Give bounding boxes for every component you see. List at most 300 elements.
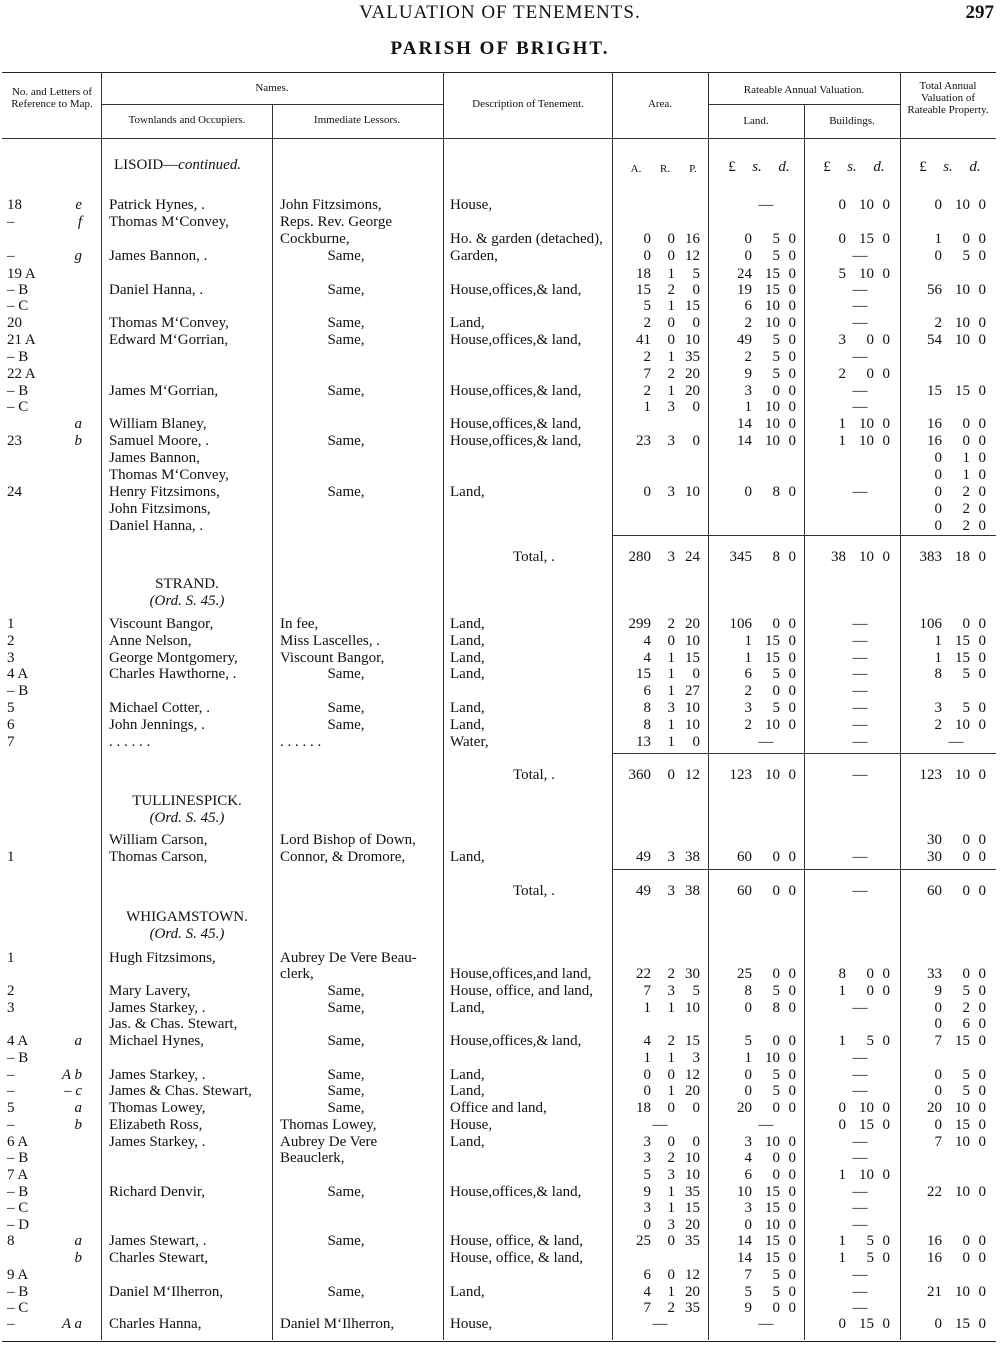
occupier-name: Michael Hynes,: [109, 1033, 204, 1049]
buildings-value: —: [852, 1267, 868, 1283]
section-total-land-pence: 0: [788, 549, 796, 565]
area-value-acres: 299: [628, 616, 651, 632]
land-value-pence: 0: [788, 1083, 796, 1099]
area-value-acres: 49: [636, 849, 651, 865]
section-total-area-perches: 38: [685, 883, 700, 899]
buildings-value: —: [852, 1083, 868, 1099]
buildings-value: —: [852, 1067, 868, 1083]
area-value-roods: 0: [667, 1134, 675, 1150]
area-value-acres: 0: [643, 1217, 651, 1233]
land-value-pounds: 0: [744, 1067, 752, 1083]
land-value-pence: 0: [788, 1250, 796, 1266]
ref-number: 9 A: [7, 1267, 29, 1283]
land-value-pounds: 106: [729, 616, 752, 632]
land-value-pounds: 8: [744, 983, 752, 999]
page-header-title: VALUATION OF TENEMENTS.: [359, 2, 641, 23]
occupier-name: Daniel Hanna, .: [109, 282, 204, 298]
area-value-roods: 2: [667, 1033, 675, 1049]
ref-number: 4 A: [7, 666, 29, 682]
total-value-pence: 0: [978, 1284, 986, 1300]
occupier-name: Charles Hawthorne, .: [109, 666, 237, 682]
occupier-name: James & Chas. Stewart,: [109, 1083, 252, 1099]
area-value-roods: 3: [667, 849, 675, 865]
buildings-value-shillings: 15: [859, 1316, 874, 1332]
total-value-pence: 0: [978, 717, 986, 733]
buildings-value-pence: 0: [882, 983, 890, 999]
area-value-roods: 3: [667, 983, 675, 999]
land-value-pence: 0: [788, 1200, 796, 1216]
section-total-value-shillings: 10: [955, 767, 970, 783]
area-value-perches: 0: [692, 1134, 700, 1150]
buildings-value-pounds: 0: [838, 1316, 846, 1332]
column-rule-lessors: [272, 104, 273, 1340]
occupier-name: . . . . . .: [109, 734, 151, 750]
buildings-value-pence: 0: [882, 366, 890, 382]
total-value-pounds: 16: [927, 433, 942, 449]
occupier-name: Thomas Carson,: [109, 849, 208, 865]
land-value-pence: 0: [788, 1284, 796, 1300]
land-value-pounds: 2: [744, 683, 752, 699]
lessor-name: Thomas Lowey,: [280, 1117, 377, 1133]
area-value-acres: 15: [636, 666, 651, 682]
land-value-pence: 0: [788, 231, 796, 247]
total-value-shillings: 1: [962, 450, 970, 466]
area-value-perches: 5: [692, 266, 700, 282]
section-total-area-acres: 280: [628, 549, 651, 565]
section-total-land-pence: 0: [788, 883, 796, 899]
col-header-ref: No. and Letters of Reference to Map.: [11, 86, 93, 110]
total-value-shillings: 0: [962, 966, 970, 982]
land-value-pence: 0: [788, 666, 796, 682]
land-value-pence: 0: [788, 1067, 796, 1083]
tenement-description: Land,: [450, 1134, 485, 1150]
land-value-pounds: 14: [737, 416, 752, 432]
land-value: —: [758, 734, 774, 750]
buildings-value-pence: 0: [882, 1250, 890, 1266]
land-value-pounds: 9: [744, 1300, 752, 1316]
total-value-pounds: 54: [927, 332, 942, 348]
land-value-pence: 0: [788, 717, 796, 733]
total-value-pence: 0: [978, 433, 986, 449]
area-value-acres: 7: [643, 983, 651, 999]
occupier-name: Henry Fitzsimons,: [109, 484, 220, 500]
total-value-pounds: 0: [934, 1000, 942, 1016]
land-value-shillings: 15: [765, 1250, 780, 1266]
tenement-description: House,offices,& land,: [450, 1033, 582, 1049]
ref-sub-letter: b: [74, 433, 82, 449]
buildings-unit-shilling: s.: [847, 159, 857, 175]
buildings-value: —: [852, 282, 868, 298]
land-value-pounds: 3: [744, 1134, 752, 1150]
ref-number: – C: [7, 1300, 29, 1316]
column-rule-1: [443, 72, 444, 1340]
total-value-shillings: 5: [962, 666, 970, 682]
occupier-name: Daniel Hanna, .: [109, 518, 204, 534]
total-value-pence: 0: [978, 700, 986, 716]
occupier-name: John Fitzsimons,: [109, 501, 211, 517]
area-value-roods: 1: [667, 1083, 675, 1099]
buildings-value: —: [852, 1300, 868, 1316]
land-value-shillings: 15: [765, 1233, 780, 1249]
ref-number: –: [7, 1067, 15, 1083]
column-rule-buildings: [804, 104, 805, 1340]
tenement-description: House,: [450, 197, 493, 213]
ref-number: – B: [7, 383, 29, 399]
ref-sub-letter: b: [74, 1117, 82, 1133]
lessor-name: Same,: [327, 983, 365, 999]
tenement-description: Land,: [450, 1284, 485, 1300]
ref-sub-letter: g: [74, 248, 82, 264]
buildings-value-shillings: 0: [866, 366, 874, 382]
col-header-rateable: Rateable Annual Valuation.: [743, 84, 865, 96]
area-value-perches: 35: [685, 1184, 700, 1200]
land-value-pence: 0: [788, 983, 796, 999]
total-value-pence: 0: [978, 1033, 986, 1049]
land-value-shillings: 5: [772, 366, 780, 382]
area-value-perches: 12: [685, 1067, 700, 1083]
buildings-value-pence: 0: [882, 231, 890, 247]
lessor-name: Aubrey De Vere Beau-: [280, 950, 417, 966]
total-unit-pound: £: [919, 159, 927, 175]
land-value-shillings: 15: [765, 282, 780, 298]
lessor-name: Same,: [327, 1233, 365, 1249]
lessor-name: Same,: [327, 717, 365, 733]
total-value-pence: 0: [978, 1016, 986, 1032]
area-value-perches: 15: [685, 1033, 700, 1049]
ordnance-sheet: (Ord. S. 45.): [149, 810, 225, 826]
total-value-shillings: 6: [962, 1016, 970, 1032]
area-value-perches: 35: [685, 349, 700, 365]
total-value-shillings: 0: [962, 1233, 970, 1249]
section-total-value-pounds: 123: [919, 767, 942, 783]
area-value-roods: 2: [667, 1150, 675, 1166]
land-value: —: [758, 197, 774, 213]
buildings-value-pence: 0: [882, 1117, 890, 1133]
area-value-acres: 1: [643, 1050, 651, 1066]
area-value-perches: 0: [692, 315, 700, 331]
land-value-pounds: 3: [744, 1200, 752, 1216]
land-value-shillings: 15: [765, 1200, 780, 1216]
buildings-value-pounds: 0: [838, 197, 846, 213]
total-value-shillings: 0: [962, 416, 970, 432]
col-header-area: Area.: [647, 98, 673, 110]
occupier-name: James M‘Gorrian,: [109, 383, 219, 399]
land-value-pence: 0: [788, 383, 796, 399]
buildings-value: —: [852, 1150, 868, 1166]
occupier-name: Thomas M‘Convey,: [109, 315, 229, 331]
total-value-pounds: 106: [919, 616, 942, 632]
section-total-value-pence: 0: [978, 883, 986, 899]
area-value-perches: 10: [685, 1000, 700, 1016]
column-rule-2: [612, 72, 613, 1340]
land-value-shillings: 0: [772, 966, 780, 982]
occupier-name: James Starkey, .: [109, 1000, 206, 1016]
area-value-acres: 7: [643, 1300, 651, 1316]
area-value-roods: 0: [667, 1233, 675, 1249]
total-value-pence: 0: [978, 1233, 986, 1249]
ref-number: –: [7, 248, 15, 264]
buildings-value: —: [852, 399, 868, 415]
tenement-description: House, office, & land,: [450, 1233, 584, 1249]
buildings-value: —: [852, 683, 868, 699]
section-total-buildings-shillings: 10: [859, 549, 874, 565]
land-value-pence: 0: [788, 1167, 796, 1183]
total-value-shillings: 2: [962, 501, 970, 517]
area-value-roods: 1: [667, 1000, 675, 1016]
land-value-pence: 0: [788, 683, 796, 699]
area-value-roods: 1: [667, 650, 675, 666]
land-value-pounds: 49: [737, 332, 752, 348]
lessor-name: Same,: [327, 1067, 365, 1083]
area-value-acres: 23: [636, 433, 651, 449]
total-value-shillings: 5: [962, 700, 970, 716]
land-value-pounds: 19: [737, 282, 752, 298]
townland-name: WHIGAMSTOWN.: [126, 909, 248, 925]
buildings-value-shillings: 5: [866, 1033, 874, 1049]
buildings-value: —: [852, 1134, 868, 1150]
land-value: —: [758, 1117, 774, 1133]
area-unit-r: R.: [659, 163, 671, 175]
total-value-shillings: 0: [962, 849, 970, 865]
ref-number: 6: [7, 717, 15, 733]
occupier-name: Anne Nelson,: [109, 633, 192, 649]
tenement-description: House,: [450, 1316, 493, 1332]
land-value-pence: 0: [788, 633, 796, 649]
area-value-perches: 10: [685, 484, 700, 500]
section-total-area-roods: 0: [667, 767, 675, 783]
total-value-pence: 0: [978, 1117, 986, 1133]
total-value-pounds: 2: [934, 315, 942, 331]
total-value-pounds: 1: [934, 231, 942, 247]
buildings-value-shillings: 15: [859, 1117, 874, 1133]
area-value-roods: 1: [667, 734, 675, 750]
ref-number: – B: [7, 1184, 29, 1200]
area-value-acres: 9: [643, 1184, 651, 1200]
total-value-pounds: 21: [927, 1284, 942, 1300]
ref-sub-letter: b: [74, 1250, 82, 1266]
section-total-label: Total, .: [513, 767, 555, 783]
area-value-roods: 1: [667, 266, 675, 282]
area-value-acres: 0: [643, 231, 651, 247]
total-value-shillings: 10: [955, 1134, 970, 1150]
land-value-shillings: 8: [772, 484, 780, 500]
land-value-pence: 0: [788, 1300, 796, 1316]
area-value-perches: 12: [685, 1267, 700, 1283]
area-value-perches: 0: [692, 734, 700, 750]
section-total-land-shillings: 0: [772, 883, 780, 899]
buildings-unit-pound: £: [823, 159, 831, 175]
occupier-name: William Carson,: [109, 832, 208, 848]
area-value-acres: 4: [643, 633, 651, 649]
total-value-pounds: 0: [934, 1316, 942, 1332]
occupier-name: Edward M‘Gorrian,: [109, 332, 229, 348]
total-value-pounds: 0: [934, 1083, 942, 1099]
buildings-value: —: [852, 298, 868, 314]
buildings-value-pounds: 1: [838, 1033, 846, 1049]
land-value-pence: 0: [788, 366, 796, 382]
total-value-pence: 0: [978, 1316, 986, 1332]
total-value-shillings: 15: [955, 633, 970, 649]
land-value-shillings: 15: [765, 633, 780, 649]
land-value-shillings: 0: [772, 1033, 780, 1049]
land-value-pounds: 6: [744, 298, 752, 314]
lessor-name: Daniel M‘Ilherron,: [280, 1316, 395, 1332]
total-value-shillings: 0: [962, 1250, 970, 1266]
land-value-shillings: 0: [772, 683, 780, 699]
area-value-roods: 2: [667, 366, 675, 382]
section-total-land-pounds: 123: [729, 767, 752, 783]
land-value-shillings: 10: [765, 433, 780, 449]
area-value-acres: 5: [643, 1167, 651, 1183]
lessor-name: Same,: [327, 700, 365, 716]
total-value-pence: 0: [978, 966, 986, 982]
ref-number: 18: [7, 197, 22, 213]
area-value-acres: 6: [643, 683, 651, 699]
tenement-description: Land,: [450, 666, 485, 682]
area-value-roods: 0: [667, 248, 675, 264]
total-value-pence: 0: [978, 832, 986, 848]
area-value-roods: 2: [667, 1300, 675, 1316]
total-value-pounds: 8: [934, 666, 942, 682]
land-value-shillings: 10: [765, 1217, 780, 1233]
ref-number: – B: [7, 1150, 29, 1166]
column-rule-4: [900, 72, 901, 1340]
ref-sub-letter: a: [74, 416, 82, 432]
ref-sub-letter: a: [74, 1033, 82, 1049]
total-value-pounds: 20: [927, 1100, 942, 1116]
land-value-shillings: 0: [772, 1100, 780, 1116]
lessor-name: Same,: [327, 484, 365, 500]
ref-number: 7: [7, 734, 15, 750]
lessor-name: clerk,: [280, 966, 314, 982]
tenement-description: Land,: [450, 849, 485, 865]
section-total-value-shillings: 0: [962, 883, 970, 899]
buildings-value-pounds: 5: [838, 266, 846, 282]
section-total-buildings-pounds: 38: [831, 549, 846, 565]
area-value-perches: 15: [685, 298, 700, 314]
total-value-shillings: 10: [955, 332, 970, 348]
land-value-pounds: 14: [737, 1250, 752, 1266]
section-total-land-shillings: 8: [772, 549, 780, 565]
area-value-perches: 0: [692, 1100, 700, 1116]
area-value-perches: 20: [685, 383, 700, 399]
section-total-value-pence: 0: [978, 549, 986, 565]
area-value-roods: 1: [667, 1050, 675, 1066]
lessor-name: Lord Bishop of Down,: [280, 832, 416, 848]
land-value-pounds: 3: [744, 383, 752, 399]
land-value-pence: 0: [788, 1000, 796, 1016]
land-unit-pound: £: [728, 159, 736, 175]
buildings-value: —: [852, 849, 868, 865]
area-value-acres: 15: [636, 282, 651, 298]
ref-number: – D: [7, 1217, 30, 1233]
total-value-pence: 0: [978, 616, 986, 632]
land-value-pence: 0: [788, 1184, 796, 1200]
lessor-name: Same,: [327, 248, 365, 264]
land-value-pence: 0: [788, 315, 796, 331]
tenement-description: Land,: [450, 1083, 485, 1099]
occupier-name: James Stewart, .: [109, 1233, 207, 1249]
total-value-shillings: 5: [962, 1067, 970, 1083]
buildings-value-pence: 0: [882, 1316, 890, 1332]
ref-number: 21 A: [7, 332, 36, 348]
buildings-value-pounds: 1: [838, 416, 846, 432]
area-value-perches: 0: [692, 399, 700, 415]
area-value-acres: 2: [643, 315, 651, 331]
lessor-name: In fee,: [280, 616, 319, 632]
buildings-value: —: [852, 717, 868, 733]
total-value-shillings: 2: [962, 518, 970, 534]
section-total-area-acres: 49: [636, 883, 651, 899]
total-value-shillings: 5: [962, 983, 970, 999]
ordnance-sheet: (Ord. S. 45.): [149, 593, 225, 609]
land-value-pounds: 6: [744, 666, 752, 682]
total-value-shillings: 10: [955, 1100, 970, 1116]
land-value-pounds: 4: [744, 1150, 752, 1166]
ref-number: 1: [7, 849, 15, 865]
area-value-acres: 6: [643, 1267, 651, 1283]
land-value-shillings: 5: [772, 1083, 780, 1099]
area-value-perches: 0: [692, 433, 700, 449]
total-unit-pence: d.: [969, 159, 981, 175]
area-value-perches: 5: [692, 983, 700, 999]
area-value-perches: 38: [685, 849, 700, 865]
land-value-shillings: 5: [772, 983, 780, 999]
buildings-value-pounds: 1: [838, 1250, 846, 1266]
buildings-value-shillings: 10: [859, 416, 874, 432]
tenement-description: House, office, and land,: [450, 983, 594, 999]
area-value-roods: 1: [667, 666, 675, 682]
land-value-pounds: 1: [744, 399, 752, 415]
total-value-shillings: 15: [955, 1117, 970, 1133]
total-value-pounds: 0: [934, 518, 942, 534]
land-value-pounds: 20: [737, 1100, 752, 1116]
total-value-pence: 0: [978, 484, 986, 500]
occupier-name: Elizabeth Ross,: [109, 1117, 203, 1133]
tenement-description: Land,: [450, 633, 485, 649]
total-value-pence: 0: [978, 383, 986, 399]
land-value-pence: 0: [788, 248, 796, 264]
occupier-name: Daniel M‘Ilherron,: [109, 1284, 224, 1300]
lessor-name: Same,: [327, 1033, 365, 1049]
land-value-shillings: 0: [772, 849, 780, 865]
total-value-pence: 0: [978, 332, 986, 348]
total-value-pounds: 0: [934, 1016, 942, 1032]
ref-number: – C: [7, 298, 29, 314]
section-total-area-perches: 24: [685, 549, 700, 565]
tenement-description: House, office, & land,: [450, 1250, 584, 1266]
ref-sub-letter: f: [77, 214, 82, 230]
land-value-pence: 0: [788, 966, 796, 982]
total-value-shillings: 5: [962, 1083, 970, 1099]
ref-number: 1: [7, 616, 15, 632]
land-value-pounds: 14: [737, 433, 752, 449]
area-value-acres: 8: [643, 700, 651, 716]
area-value-roods: 3: [667, 1167, 675, 1183]
ref-number: 22 A: [7, 366, 36, 382]
buildings-value: —: [852, 1217, 868, 1233]
lessor-name: Cockburne,: [280, 231, 350, 247]
land-value-shillings: 5: [772, 349, 780, 365]
area-value-acres: 18: [636, 266, 651, 282]
area-value-perches: 15: [685, 650, 700, 666]
buildings-value-shillings: 5: [866, 1250, 874, 1266]
ref-number: 2: [7, 633, 15, 649]
section-total-buildings-pence: 0: [882, 549, 890, 565]
area-value-perches: 10: [685, 1167, 700, 1183]
ref-sub-letter: A b: [61, 1067, 82, 1083]
total-value-shillings: 15: [955, 1316, 970, 1332]
